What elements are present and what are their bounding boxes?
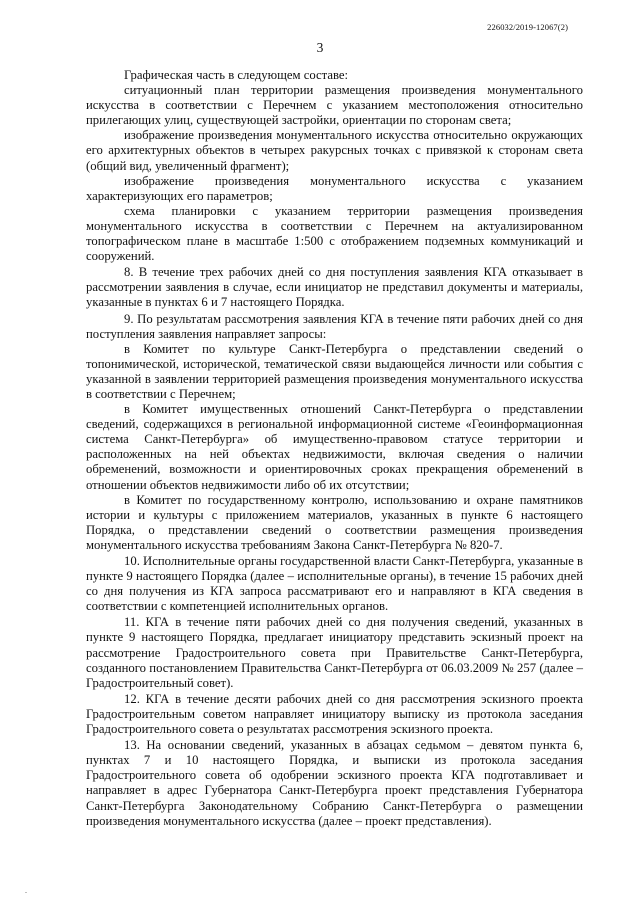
- paragraph-layout-scheme: схема планировки с указанием территории размещения произведения монументального искусства в соответствии с Перечнем на актуализированном топографическом плане в масштабе 1:500 с отображением подземных коммуникаций и сооружений.: [86, 203, 583, 264]
- page-number: 3: [316, 40, 324, 55]
- scan-mark: .: [25, 886, 27, 895]
- paragraph-item-8: 8. В течение трех рабочих дней со дня поступления заявления КГА отказывает в рассмотрении заявления в случае, если инициатор не представил документы и материалы, указанные в пунктах 6 и 7 настоящего Порядка.: [86, 265, 583, 310]
- paragraph-item-12: 12. КГА в течение десяти рабочих дней со дня рассмотрения эскизного проекта Градостроительным советом направляет инициатору выписку из протокола заседания Градостроительного совета о результатах рассмотрения эскизного проекта.: [86, 691, 583, 737]
- document-id: 226032/2019-12067(2): [487, 22, 568, 32]
- paragraph-image-parameters: изображение произведения монументального искусства с указанием характеризующих его параметров;: [86, 173, 583, 203]
- paragraph-item-9: 9. По результатам рассмотрения заявления КГА в течение пяти рабочих дней со дня поступления заявления направляет запросы:: [86, 311, 583, 341]
- document-body: [86, 68, 583, 829]
- paragraph-situational-plan: ситуационный план территории размещения произведения монументального искусства в соответствии с Перечнем с указанием местоположения относительно прилегающих улиц, существующей застройки, ориентации по сторонам света;: [86, 83, 583, 128]
- paragraph-item-11: 11. КГА в течение пяти рабочих дней со дня получения сведений, указанных в пункте 9 настоящего Порядка, предлагает инициатору представить эскизный проект на рассмотрение Градостроительного совета при Правительстве Санкт-Петербурга, созданного постановлением Правительства Санкт-Петербурга от 06.03.2009 № 257 (далее – Градостроительный совет).: [86, 615, 583, 690]
- paragraph-culture-committee: в Комитет по культуре Санкт-Петербурга о представлении сведений о топонимической, исторической, тематической связи выдающейся личности или события с указанной в заявлении территорией размещения произведения монументального искусства в соответствии с Перечнем;: [86, 341, 583, 401]
- paragraph-item-13: 13. На основании сведений, указанных в абзацах седьмом – девятом пункта 6, пунктах 7 и 10 настоящего Порядка, и выписки из протокола заседания Градостроительного совета об одобрении эскизного проекта КГА подготавливает и направляет в адрес Губернатора Санкт-Петербурга проект представления Губернатора Санкт-Петербурга Законодательному Собранию Санкт-Петербурга о размещении произведения монументального искусства (далее – проект представления).: [86, 738, 583, 828]
- paragraph-property-committee: в Комитет имущественных отношений Санкт-Петербурга о представлении сведений, содержащихся в региональной информационной системе «Геоинформационная система Санкт-Петербурга» об имущественно-правовом статусе территории и расположенных на ней объектах недвижимости, включая сведения о наличии обременений, возможности и ориентировочных сроках прекращения обременений в отношении объектов недвижимости либо об их отсутствии;: [86, 402, 583, 492]
- paragraph-heritage-committee: в Комитет по государственному контролю, использованию и охране памятников истории и культуры с приложением материалов, указанных в пункте 6 настоящего Порядка, о представлении сведений о соответствии размещения произведения монументального искусства требованиям Закона Санкт-Петербурга № 820-7.: [86, 492, 583, 552]
- paragraph-item-10: 10. Исполнительные органы государственной власти Санкт-Петербурга, указанные в пункте 9 настоящего Порядка (далее – исполнительные органы), в течение 15 рабочих дней со дня получения из КГА запроса рассматривают его и направляют в КГА сведения в соответствии с компетенцией исполнительных органов.: [86, 554, 583, 614]
- paragraph-graphic-part-intro: Графическая часть в следующем составе:: [124, 68, 349, 82]
- paragraph-image-angles: изображение произведения монументального искусства относительно окружающих его архитектурных объектов в четырех ракурсных точках с привязкой к сторонам света (общий вид, увеличенный фрагмент);: [86, 128, 583, 173]
